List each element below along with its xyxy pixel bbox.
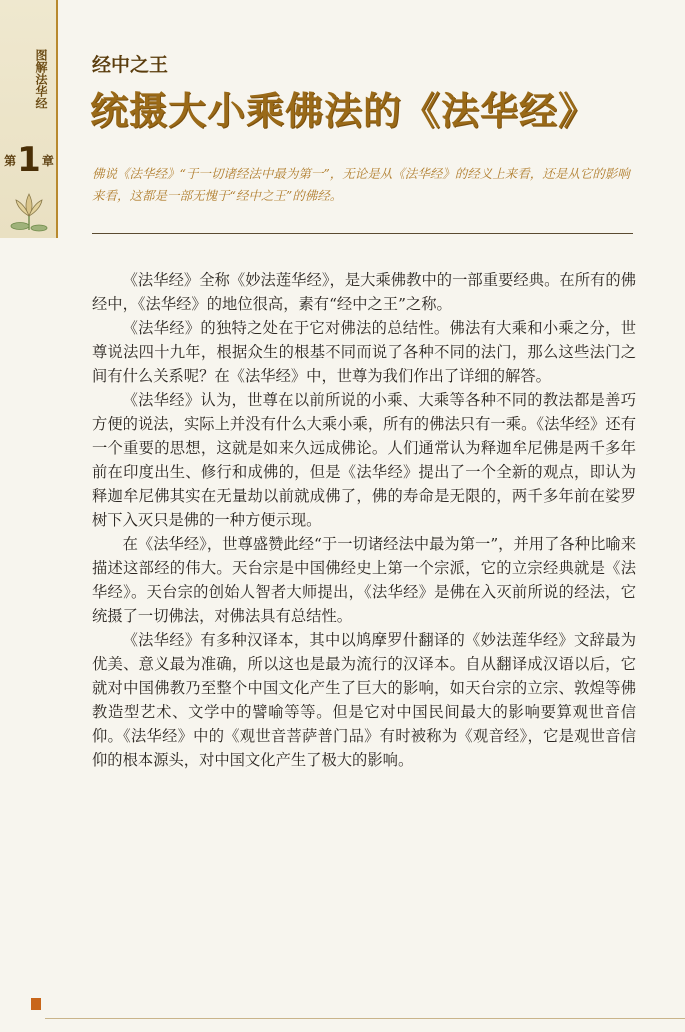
footer-marker [31,998,41,1010]
divider-line [92,233,633,234]
page-title: 统摄大小乘佛法的《法华经》 [90,89,598,133]
chapter-number: 1 [17,140,41,180]
chapter-prefix: 第 [4,153,17,168]
book-title-vertical: 图解法华经 [34,49,48,109]
footer-rule [45,1018,685,1019]
chapter-marker [2,140,56,180]
lotus-icon [6,186,52,234]
section-subtitle: 经中之王 [92,54,169,76]
paragraph-1: 《法华经》全称《妙法莲华经》，是大乘佛教中的一部重要经典。在所有的佛经中，《法华经》的地位很高，素有“经中之王”之称。 [92,271,636,313]
section-abstract: 佛说《法华经》“于一切诸经法中最为第一”，无论是从《法华经》的经义上来看，还是从它的影响来看，这都是一部无愧于“经中之王”的佛经。 [92,166,630,203]
paragraph-4: 在《法华经》，世尊盛赞此经“于一切诸经法中最为第一”，并用了各种比喻来描述这部经的伟大。天台宗是中国佛经史上第一个宗派，它的立宗经典就是《法华经》。天台宗的创始人智者大师提出，《法华经》是佛在入灭前所说的经法，它统摄了一切佛法，对佛法具有总结性。 [92,535,636,625]
paragraph-3: 《法华经》认为，世尊在以前所说的小乘、大乘等各种不同的教法都是善巧方便的说法，实际上并没有什么大乘小乘，所有的佛法只有一乘。《法华经》还有一个重要的思想，这就是如来久远成佛论。人们通常认为释迦牟尼佛是两千多年前在印度出生、修行和成佛的，但是《法华经》提出了一个全新的观点，即认为释迦牟尼佛其实在无量劫以前就成佛了，佛的寿命是无限的，两千多年前在娑罗树下入灭只是佛的一种方便示现。 [92,391,636,529]
chapter-side-tab [0,0,58,238]
body-text [92,268,636,772]
paragraph-5: 《法华经》有多种汉译本，其中以鸠摩罗什翻译的《妙法莲华经》文辞最为优美、意义最为准确，所以这也是最为流行的汉译本。自从翻译成汉语以后，它就对中国佛教乃至整个中国文化产生了巨大的影响，如天台宗的立宗、敦煌等佛教造型艺术、文学中的譬喻等等。但是它对中国民间最大的影响要算观世音信仰。《法华经》中的《观世音菩萨普门品》有时被称为《观音经》，它是观世音信仰的根本源头，对中国文化产生了极大的影响。 [92,631,636,769]
paragraph-2: 《法华经》的独特之处在于它对佛法的总结性。佛法有大乘和小乘之分，世尊说法四十九年，根据众生的根基不同而说了各种不同的法门，那么这些法门之间有什么关系呢？在《法华经》中，世尊为我们作出了详细的解答。 [92,319,636,385]
page-header [92,50,652,132]
chapter-suffix: 章 [41,153,54,168]
